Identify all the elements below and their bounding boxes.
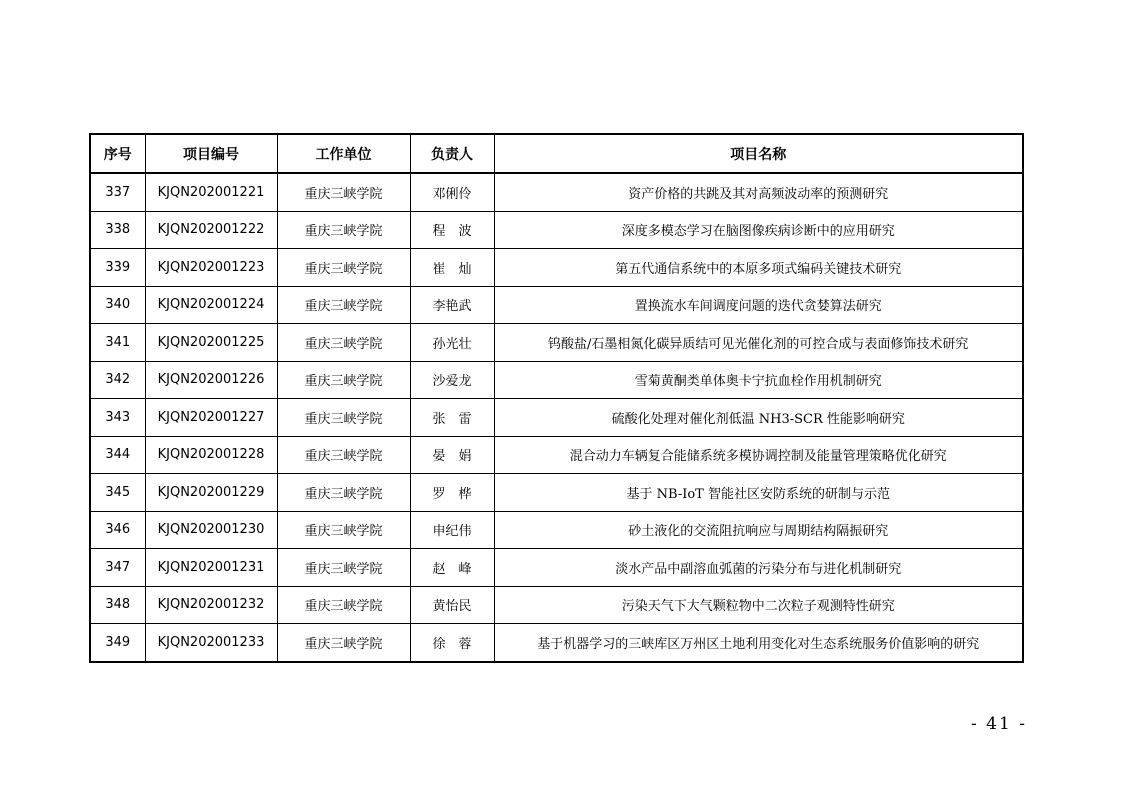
cell-leader: 沙爱龙 [410,361,494,399]
cell-project-name: 混合动力车辆复合能储系统多模协调控制及能量管理策略优化研究 [494,436,1023,474]
cell-code: KJQN202001227 [145,399,277,437]
cell-leader: 张 雷 [410,399,494,437]
cell-seq: 342 [90,361,145,399]
cell-project-name: 砂土液化的交流阻抗响应与周期结构隔振研究 [494,511,1023,549]
cell-code: KJQN202001222 [145,211,277,249]
cell-seq: 341 [90,324,145,362]
table-row [90,173,1023,211]
cell-project-name: 基于 NB-IoT 智能社区安防系统的研制与示范 [494,474,1023,512]
cell-project-name: 基于机器学习的三峡库区万州区土地利用变化对生态系统服务价值影响的研究 [494,624,1023,662]
cell-project-name: 深度多模态学习在脑图像疾病诊断中的应用研究 [494,211,1023,249]
cell-leader: 孙光壮 [410,324,494,362]
cell-project-name: 硫酸化处理对催化剂低温 NH3-SCR 性能影响研究 [494,399,1023,437]
cell-unit: 重庆三峡学院 [277,211,410,249]
cell-unit: 重庆三峡学院 [277,624,410,662]
cell-seq: 348 [90,586,145,624]
cell-leader: 晏 娟 [410,436,494,474]
cell-project-name: 第五代通信系统中的本原多项式编码关键技术研究 [494,249,1023,287]
header-project-name: 项目名称 [494,134,1023,173]
cell-seq: 346 [90,511,145,549]
table-row [90,549,1023,587]
table-row [90,399,1023,437]
cell-leader: 罗 桦 [410,474,494,512]
cell-unit: 重庆三峡学院 [277,436,410,474]
cell-code: KJQN202001230 [145,511,277,549]
table-row [90,586,1023,624]
cell-seq: 340 [90,286,145,324]
cell-seq: 349 [90,624,145,662]
cell-project-name: 钨酸盐/石墨相氮化碳异质结可见光催化剂的可控合成与表面修饰技术研究 [494,324,1023,362]
table-row [90,286,1023,324]
cell-unit: 重庆三峡学院 [277,173,410,211]
cell-code: KJQN202001232 [145,586,277,624]
cell-project-name: 污染天气下大气颗粒物中二次粒子观测特性研究 [494,586,1023,624]
cell-leader: 赵 峰 [410,549,494,587]
header-row [90,134,1023,173]
cell-unit: 重庆三峡学院 [277,474,410,512]
cell-code: KJQN202001224 [145,286,277,324]
cell-project-name: 雪菊黄酮类单体奥卡宁抗血栓作用机制研究 [494,361,1023,399]
page-number: - 41 - [971,714,1027,734]
table-body [90,173,1023,662]
header-code: 项目编号 [145,134,277,173]
table-row [90,511,1023,549]
cell-unit: 重庆三峡学院 [277,324,410,362]
cell-seq: 344 [90,436,145,474]
cell-code: KJQN202001226 [145,361,277,399]
cell-unit: 重庆三峡学院 [277,361,410,399]
cell-unit: 重庆三峡学院 [277,511,410,549]
cell-code: KJQN202001229 [145,474,277,512]
cell-seq: 339 [90,249,145,287]
table-row [90,474,1023,512]
cell-code: KJQN202001231 [145,549,277,587]
header-seq: 序号 [90,134,145,173]
table-row [90,624,1023,662]
cell-leader: 邓俐伶 [410,173,494,211]
project-table [89,133,1024,663]
cell-seq: 338 [90,211,145,249]
cell-unit: 重庆三峡学院 [277,249,410,287]
table-header [90,134,1023,173]
cell-leader: 程 波 [410,211,494,249]
cell-code: KJQN202001225 [145,324,277,362]
header-unit: 工作单位 [277,134,410,173]
cell-leader: 申纪伟 [410,511,494,549]
cell-code: KJQN202001228 [145,436,277,474]
cell-project-name: 置换流水车间调度问题的迭代贪婪算法研究 [494,286,1023,324]
cell-unit: 重庆三峡学院 [277,286,410,324]
table-row [90,324,1023,362]
cell-seq: 337 [90,173,145,211]
table-row [90,361,1023,399]
cell-code: KJQN202001223 [145,249,277,287]
cell-seq: 347 [90,549,145,587]
cell-project-name: 资产价格的共跳及其对高频波动率的预测研究 [494,173,1023,211]
cell-project-name: 淡水产品中副溶血弧菌的污染分布与进化机制研究 [494,549,1023,587]
cell-leader: 崔 灿 [410,249,494,287]
cell-leader: 李艳武 [410,286,494,324]
header-leader: 负责人 [410,134,494,173]
cell-seq: 345 [90,474,145,512]
cell-unit: 重庆三峡学院 [277,399,410,437]
cell-code: KJQN202001221 [145,173,277,211]
table-row [90,211,1023,249]
cell-leader: 黄怡民 [410,586,494,624]
table-row [90,436,1023,474]
cell-code: KJQN202001233 [145,624,277,662]
cell-seq: 343 [90,399,145,437]
cell-unit: 重庆三峡学院 [277,586,410,624]
cell-leader: 徐 蓉 [410,624,494,662]
cell-unit: 重庆三峡学院 [277,549,410,587]
table-row [90,249,1023,287]
